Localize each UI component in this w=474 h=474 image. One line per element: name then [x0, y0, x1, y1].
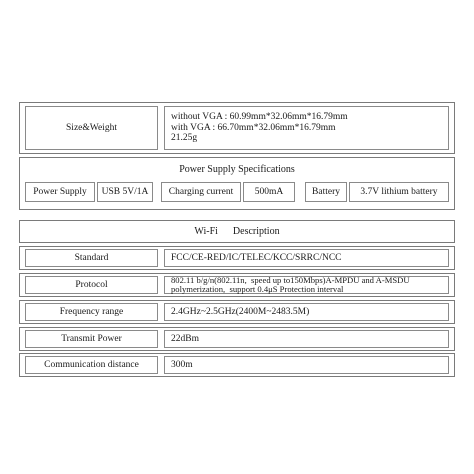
power-supply-title: Power Supply Specifications	[25, 161, 449, 178]
frequency-label: Frequency range	[25, 303, 158, 321]
transmit-power-label: Transmit Power	[25, 330, 158, 348]
battery-label: Battery	[305, 182, 347, 202]
size-weight-line: without VGA : 60.99mm*32.06mm*16.79mm	[171, 111, 348, 122]
charging-current-label: Charging current	[161, 182, 241, 202]
charging-current-value: 500mA	[243, 182, 295, 202]
size-weight-label: Size&Weight	[25, 106, 158, 150]
size-weight-value	[164, 106, 449, 150]
size-weight-line: with VGA : 66.70mm*32.06mm*16.79mm	[171, 122, 336, 133]
communication-distance-label: Communication distance	[25, 356, 158, 374]
wifi-title-text: Wi-Fi Description	[194, 225, 280, 237]
power-supply-value: USB 5V/1A	[97, 182, 153, 202]
protocol-value	[164, 276, 449, 294]
size-weight-line: 21.25g	[171, 133, 198, 144]
power-supply-label: Power Supply	[25, 182, 95, 202]
communication-distance-value: 300m	[164, 356, 449, 374]
battery-value: 3.7V lithium battery	[349, 182, 449, 202]
transmit-power-value: 22dBm	[164, 330, 449, 348]
frequency-value: 2.4GHz~2.5GHz(2400M~2483.5M)	[164, 303, 449, 321]
wifi-title	[25, 223, 449, 240]
standard-value: FCC/CE-RED/IC/TELEC/KCC/SRRC/NCC	[164, 249, 449, 267]
protocol-line: 802.11 b/g/n(802.11n, speed up to150Mbps)A-MPDU and A-MSDU	[171, 274, 410, 285]
standard-label: Standard	[25, 249, 158, 267]
protocol-line: polymerization, support 0.4μS Protection interval	[171, 284, 344, 294]
protocol-label: Protocol	[25, 276, 158, 294]
